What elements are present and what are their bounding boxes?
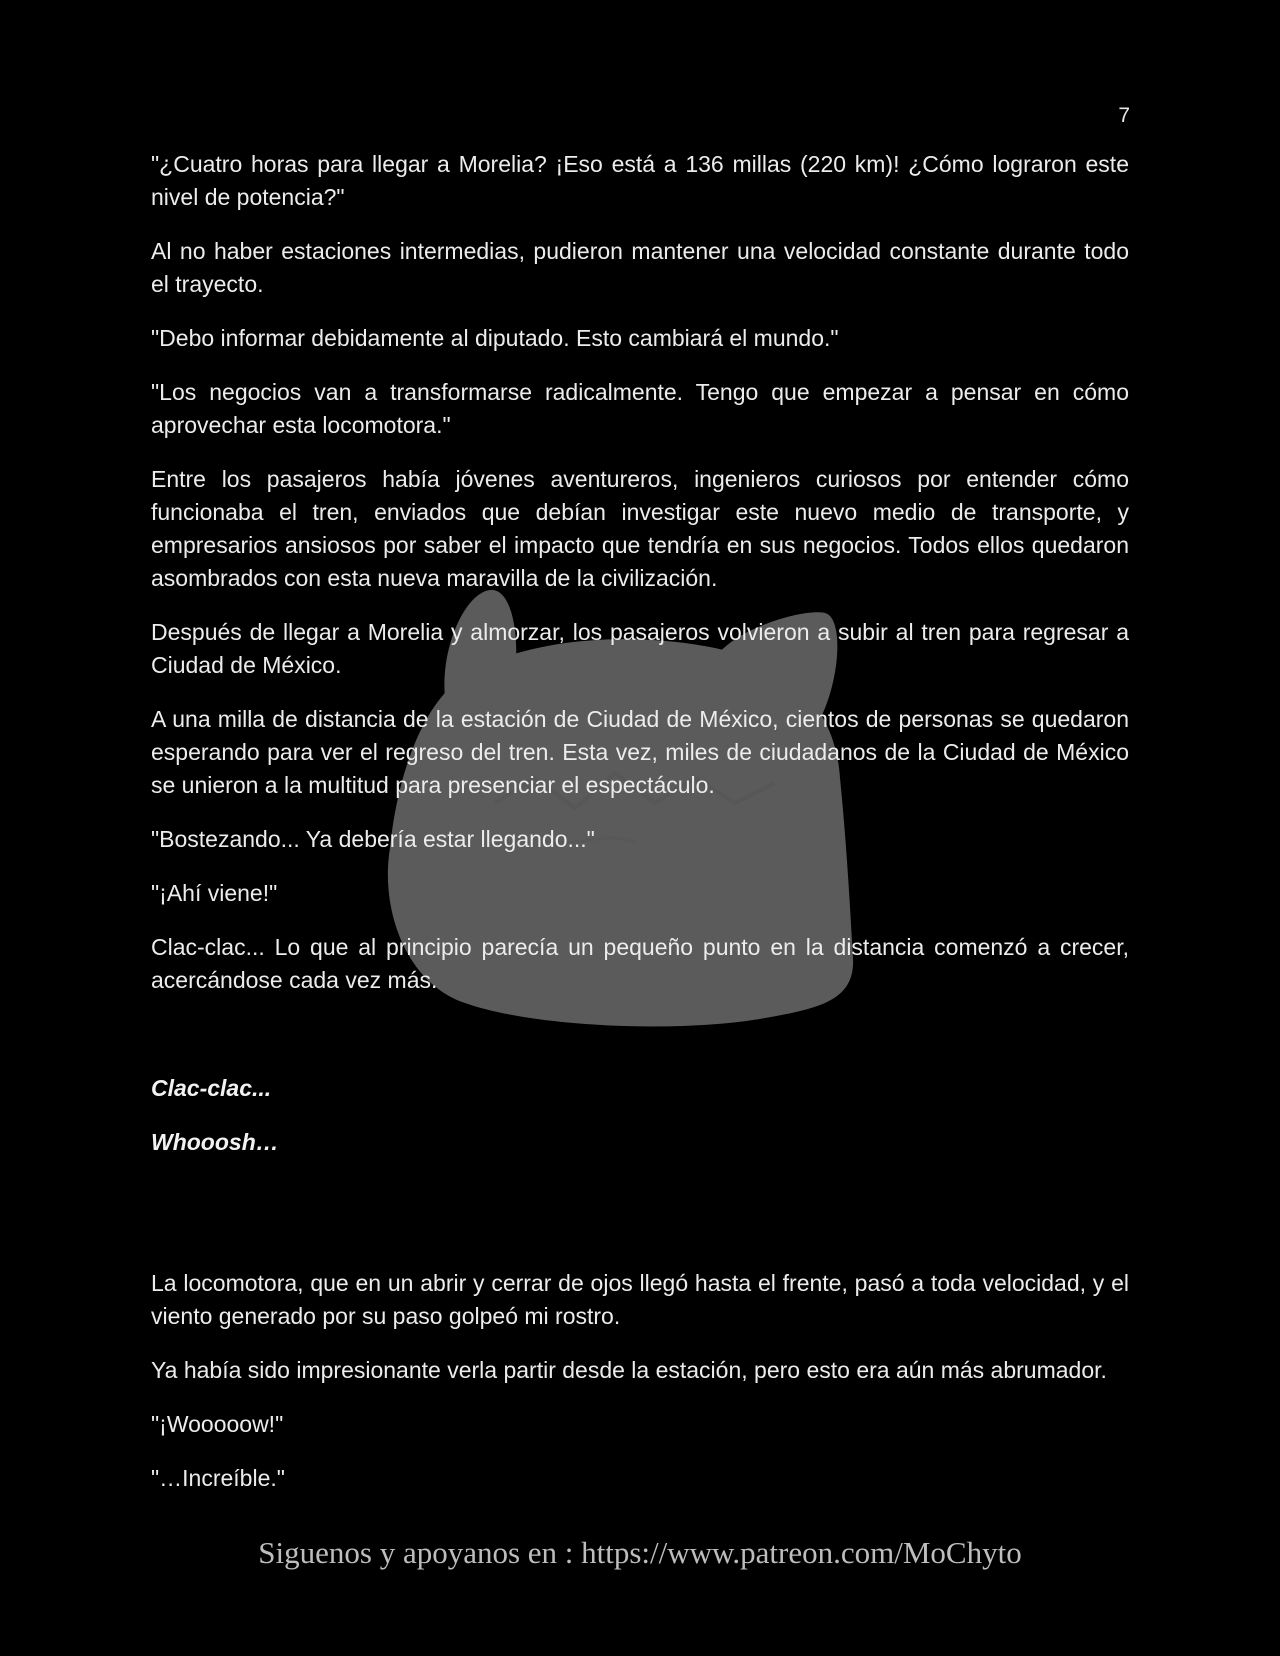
- paragraph: "Los negocios van a transformarse radicalmente. Tengo que empezar a pensar en cómo aprovechar esta locomotora.": [151, 379, 1129, 438]
- paragraph: Clac-clac... Lo que al principio parecía un pequeño punto en la distancia comenzó a crecer, acercándose cada vez más.: [151, 934, 1129, 993]
- paragraph: "¡Ahí viene!": [151, 880, 278, 906]
- footer-patreon-link[interactable]: Siguenos y apoyanos en : https://www.patreon.com/MoChyto: [258, 1535, 1022, 1570]
- paragraph: Al no haber estaciones intermedias, pudieron mantener una velocidad constante durante todo el trayecto.: [151, 238, 1129, 297]
- sound-effect-text: Whooosh…: [151, 1129, 279, 1155]
- spacer: [151, 1018, 1129, 1072]
- sound-effect-text: Clac-clac...: [151, 1075, 272, 1101]
- paragraph: "¡Wooooow!": [151, 1411, 284, 1437]
- paragraph: Ya había sido impresionante verla partir desde la estación, pero esto era aún más abrumador.: [151, 1357, 1107, 1383]
- paragraph: "Debo informar debidamente al diputado. Esto cambiará el mundo.": [151, 325, 839, 351]
- paragraph: La locomotora, que en un abrir y cerrar de ojos llegó hasta el frente, pasó a toda velocidad, y el viento generado por su paso golpeó mi rostro.: [151, 1270, 1129, 1329]
- page-body: [151, 148, 1129, 1516]
- spacer: [151, 1180, 1129, 1267]
- page-number: 7: [1118, 104, 1130, 127]
- paragraph: Entre los pasajeros había jóvenes aventureros, ingenieros curiosos por entender cómo funcionaba el tren, enviados que debían investigar este nuevo medio de transporte, y empresarios ansiosos por saber el impacto que tendría en sus negocios. Todos ellos quedaron asombrados con esta nueva maravilla de la civilización.: [151, 466, 1129, 591]
- paragraph: A una milla de distancia de la estación de Ciudad de México, cientos de personas se quedaron esperando para ver el regreso del tren. Esta vez, miles de ciudadanos de la Ciudad de México se unieron a la multitud para presenciar el espectáculo.: [151, 706, 1129, 798]
- paragraph: Después de llegar a Morelia y almorzar, los pasajeros volvieron a subir al tren para regresar a Ciudad de México.: [151, 619, 1129, 678]
- paragraph: "Bostezando... Ya debería estar llegando...": [151, 826, 595, 852]
- paragraph: "¿Cuatro horas para llegar a Morelia? ¡Eso está a 136 millas (220 km)! ¿Cómo lograron este nivel de potencia?": [151, 151, 1129, 210]
- paragraph: "…Increíble.": [151, 1465, 285, 1491]
